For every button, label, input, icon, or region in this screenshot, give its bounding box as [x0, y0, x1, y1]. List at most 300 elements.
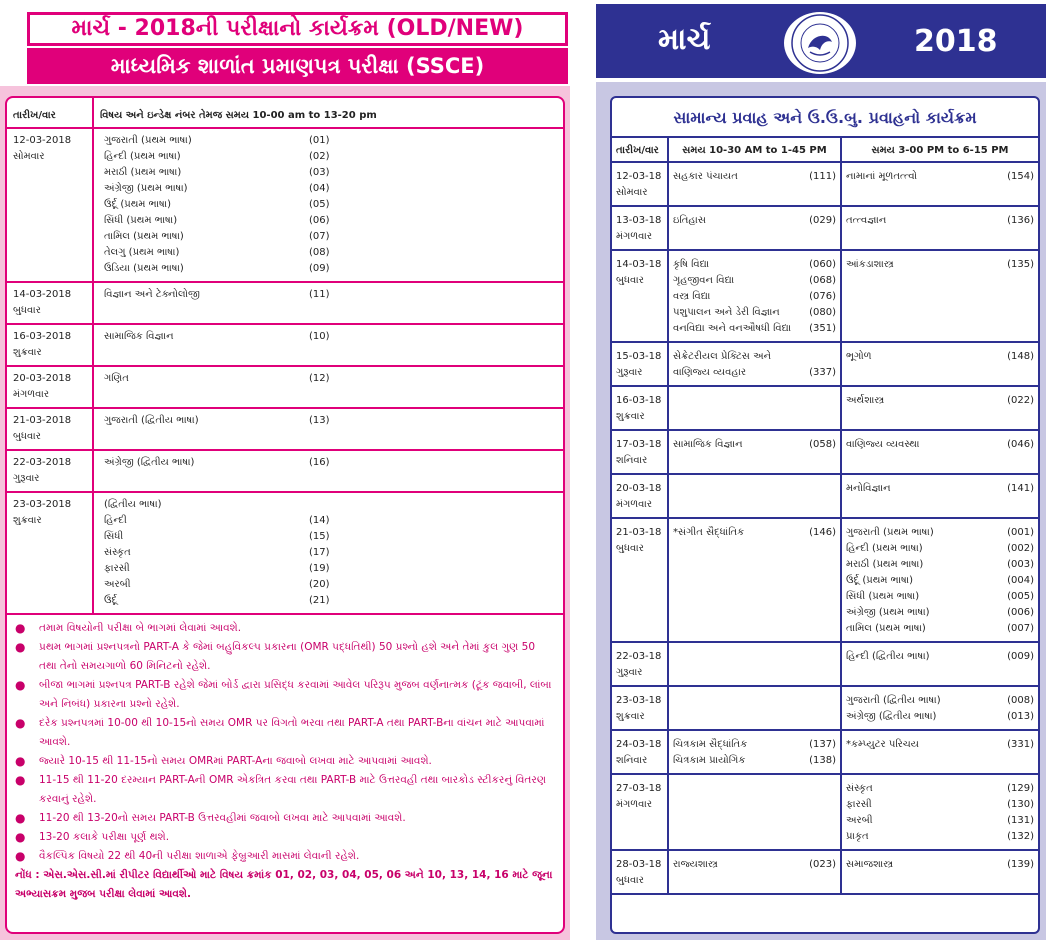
note-item	[15, 828, 555, 847]
subject-code: (13)	[309, 415, 330, 426]
subject-code: (19)	[309, 563, 330, 574]
exam-day: ગુરૂવાર	[616, 667, 643, 678]
exam-date: 21-03-18	[616, 527, 662, 538]
exam-date: 28-03-18	[616, 859, 662, 870]
date-cell	[7, 366, 93, 408]
subject-code: (022)	[1007, 395, 1034, 406]
exam-day: બુધવાર	[616, 543, 644, 554]
subject-line	[104, 593, 563, 609]
subject-name: અંગ્રેજી (પ્રથમ ભાષા)	[846, 607, 930, 618]
subject-line	[104, 545, 563, 561]
ssce-notes	[7, 615, 563, 904]
table-row	[612, 430, 1038, 474]
afternoon-cell	[841, 430, 1038, 474]
subject-code: (068)	[809, 275, 836, 286]
exam-date: 24-03-18	[616, 739, 662, 750]
subject-code: (04)	[309, 183, 330, 194]
board-logo	[782, 10, 858, 76]
ssce-header-subtitle: માધ્યમિક શાળાંત પ્રમાણપત્ર પરીક્ષા (SSCE)	[27, 48, 568, 84]
morning-cell	[668, 206, 841, 250]
col-afternoon-header: સમય 3-00 PM to 6-15 PM	[841, 138, 1038, 162]
afternoon-cell	[841, 686, 1038, 730]
subject-line	[846, 525, 1034, 541]
exam-date: 16-03-18	[616, 395, 662, 406]
subject-name: ઉર્દૂ	[104, 595, 118, 606]
subject-code: (013)	[1007, 711, 1034, 722]
table-row	[612, 474, 1038, 518]
exam-date: 27-03-18	[616, 783, 662, 794]
general-stream-header	[596, 4, 1046, 78]
subject-name: ચિત્રકામ પ્રાયોગિક	[673, 755, 746, 766]
subject-line	[104, 561, 563, 577]
subject-name: ભૂગોળ	[846, 351, 872, 362]
subject-name: તામિલ (પ્રથમ ભાષા)	[846, 623, 926, 634]
subject-name: વસ્ત્ર વિદ્યા	[673, 291, 711, 302]
subject-code: (111)	[809, 171, 836, 182]
subject-line	[104, 149, 563, 165]
exam-date: 12-03-2018	[13, 135, 72, 146]
morning-cell	[668, 850, 841, 894]
bullet-icon: ●	[15, 811, 26, 825]
subject-line	[846, 213, 1034, 229]
subject-code: (16)	[309, 457, 330, 468]
note-item	[15, 847, 555, 866]
subject-name: નામાનાં મૂળતત્ત્વો	[846, 171, 918, 182]
subject-name: અર્થશાસ્ત્ર	[846, 395, 885, 406]
table-row	[7, 366, 563, 408]
exam-date: 14-03-2018	[13, 289, 72, 300]
col-date-header: તારીખ/વાર	[612, 138, 668, 162]
morning-cell	[668, 686, 841, 730]
subject-line	[846, 257, 1034, 273]
subject-line	[846, 481, 1034, 497]
subject-code: (337)	[809, 367, 836, 378]
note-text: જ્યારે 10-15 થી 11-15નો સમય OMRમાં PART-Aના જવાબો લખવા માટે આપવામાં આવશે.	[39, 755, 432, 767]
subject-name: હિન્દી (દ્વિતીય ભાષા)	[846, 651, 930, 662]
date-cell	[7, 408, 93, 450]
subject-code: (129)	[1007, 783, 1034, 794]
subject-code: (008)	[1007, 695, 1034, 706]
subject-code: (002)	[1007, 543, 1034, 554]
bullet-icon: ●	[15, 621, 26, 635]
header-month: માર્ચ	[658, 22, 711, 57]
subject-code: (02)	[309, 151, 330, 162]
table-row	[612, 730, 1038, 774]
exam-date: 14-03-18	[616, 259, 662, 270]
table-row	[7, 324, 563, 366]
note-text: તમામ વિષયોની પરીક્ષા બે ભાગમાં લેવામાં આવશે.	[39, 622, 242, 634]
subject-line	[846, 829, 1034, 845]
date-cell	[612, 774, 668, 850]
subject-name: હિન્દી	[104, 515, 127, 526]
afternoon-cell	[841, 474, 1038, 518]
morning-cell	[668, 386, 841, 430]
subject-cell	[93, 450, 563, 492]
subject-name: વિજ્ઞાન અને ટેક્નોલોજી	[104, 289, 200, 300]
subject-name: હિન્દી (પ્રથમ ભાષા)	[846, 543, 923, 554]
subject-name: તામિલ (પ્રથમ ભાષા)	[104, 231, 184, 242]
afternoon-cell	[841, 250, 1038, 342]
exam-date: 21-03-2018	[13, 415, 72, 426]
exam-date: 12-03-18	[616, 171, 662, 182]
date-cell	[612, 686, 668, 730]
date-cell	[612, 642, 668, 686]
subject-line	[104, 413, 563, 429]
note-text: બીજા ભાગમાં પ્રશ્નપત્ર PART-B રહેશે જેમાં બોર્ડ દ્વારા પ્રસિદ્ધ કરવામાં આવેલ પરિરૂપ મુજબ વર્ણનાત્મક (ટૂંક જવાબી, લાંબા અને નિબંધ) પ્રકારના પ્રશ્નો રહેશે.	[39, 679, 552, 710]
subject-name: સહકાર પંચાયત	[673, 171, 738, 182]
col-subject-header: વિષય અને ઇન્ડેક્ષ નંબર તેમજ સમય 10-00 am to 13-20 pm	[93, 98, 563, 128]
subject-name: ફારસી	[104, 563, 130, 574]
subject-code: (060)	[809, 259, 836, 270]
subject-line	[104, 329, 563, 345]
subject-name: હિન્દી (પ્રથમ ભાષા)	[104, 151, 181, 162]
subject-line	[104, 513, 563, 529]
date-cell	[612, 206, 668, 250]
col-date-header: તારીખ/વાર	[7, 98, 93, 128]
subject-line	[673, 737, 836, 753]
subject-code: (148)	[1007, 351, 1034, 362]
subject-line	[104, 181, 563, 197]
subject-name: વાણિજ્ય વ્યવહાર	[673, 367, 747, 378]
subject-line	[673, 273, 836, 289]
subject-code: (023)	[809, 859, 836, 870]
subject-name: ઇતિહાસ	[673, 215, 706, 226]
subject-code: (20)	[309, 579, 330, 590]
subject-name: તત્ત્વજ્ઞાન	[846, 215, 887, 226]
subject-code: (154)	[1007, 171, 1034, 182]
subject-code: (135)	[1007, 259, 1034, 270]
date-cell	[612, 850, 668, 894]
morning-cell	[668, 162, 841, 206]
afternoon-cell	[841, 386, 1038, 430]
general-stream-table	[612, 138, 1038, 895]
subject-name: ચિત્રકામ સૈદ્ધાંતિક	[673, 739, 748, 750]
subject-line	[846, 573, 1034, 589]
ssce-schedule-box	[5, 96, 565, 934]
exam-day: સોમવાર	[13, 151, 45, 162]
table-row	[7, 128, 563, 282]
note-item	[15, 638, 555, 676]
subject-code: (15)	[309, 531, 330, 542]
subject-line	[104, 229, 563, 245]
subject-code: (137)	[809, 739, 836, 750]
table-row	[612, 850, 1038, 894]
subject-code: (046)	[1007, 439, 1034, 450]
note-item	[15, 619, 555, 638]
subject-line	[846, 621, 1034, 637]
bullet-icon: ●	[15, 849, 26, 863]
exam-day: બુધવાર	[616, 275, 644, 286]
subject-name: અંગ્રેજી (દ્વિતીય ભાષા)	[104, 457, 195, 468]
subject-code: (007)	[1007, 623, 1034, 634]
subject-code: (138)	[809, 755, 836, 766]
header-year: 2018	[914, 24, 998, 59]
subject-name: સામાજિક વિજ્ઞાન	[673, 439, 743, 450]
date-cell	[612, 518, 668, 642]
subject-line	[673, 753, 836, 769]
afternoon-cell	[841, 162, 1038, 206]
subject-name: સિંધી	[104, 531, 124, 542]
subject-line	[846, 693, 1034, 709]
exam-day: શુક્રવાર	[616, 711, 645, 722]
subject-name: *સંગીત સૈદ્ધાંતિક	[673, 527, 745, 538]
bullet-icon: ●	[15, 830, 26, 844]
subject-name: વનવિદ્યા અને વનઔષધી વિદ્યા	[673, 323, 792, 334]
subject-name: (દ્વિતીય ભાષા)	[104, 499, 162, 510]
subject-line	[846, 737, 1034, 753]
morning-cell	[668, 474, 841, 518]
subject-name: તેલગુ (પ્રથમ ભાષા)	[104, 247, 180, 258]
subject-line	[673, 169, 836, 185]
table-row	[7, 282, 563, 324]
exam-day: શનિવાર	[616, 455, 648, 466]
exam-date: 23-03-18	[616, 695, 662, 706]
subject-line	[104, 133, 563, 149]
note-text: દરેક પ્રશ્નપત્રમાં 10-00 થી 10-15નો સમય OMR પર વિગતો ભરવા તથા PART-A તથા PART-Bના વાંચન માટે આપવામાં આવશે.	[39, 717, 545, 748]
subject-code: (136)	[1007, 215, 1034, 226]
exam-day: બુધવાર	[13, 431, 41, 442]
subject-line	[673, 525, 836, 541]
subject-name: ઉડિયા (પ્રથમ ભાષા)	[104, 263, 184, 274]
exam-day: શનિવાર	[616, 755, 648, 766]
subject-code: (029)	[809, 215, 836, 226]
table-header-row	[7, 98, 563, 128]
note-item	[15, 676, 555, 714]
subject-code: (09)	[309, 263, 330, 274]
subject-code: (003)	[1007, 559, 1034, 570]
subject-line	[846, 813, 1034, 829]
table-row	[612, 518, 1038, 642]
date-cell	[612, 386, 668, 430]
subject-code: (11)	[309, 289, 330, 300]
table-row	[612, 162, 1038, 206]
subject-code: (076)	[809, 291, 836, 302]
subject-line	[104, 497, 563, 513]
date-cell	[612, 730, 668, 774]
exam-date: 23-03-2018	[13, 499, 72, 510]
subject-line	[846, 605, 1034, 621]
subject-name: ઉર્દૂ (પ્રથમ ભાષા)	[846, 575, 914, 586]
subject-cell	[93, 128, 563, 282]
table-row	[612, 774, 1038, 850]
exam-day: મંગળવાર	[616, 499, 653, 510]
table-row	[612, 250, 1038, 342]
subject-code: (139)	[1007, 859, 1034, 870]
subject-code: (05)	[309, 199, 330, 210]
subject-name: સામાજિક વિજ્ઞાન	[104, 331, 174, 342]
table-row	[7, 408, 563, 450]
subject-line	[846, 649, 1034, 665]
subject-code: (21)	[309, 595, 330, 606]
exam-date: 13-03-18	[616, 215, 662, 226]
subject-code	[309, 497, 359, 513]
subject-line	[673, 857, 836, 873]
subject-name: અરબી	[104, 579, 131, 590]
subject-line	[846, 857, 1034, 873]
subject-code: (08)	[309, 247, 330, 258]
subject-name: સંસ્કૃત	[846, 783, 873, 794]
exam-day: શુક્રવાર	[616, 411, 645, 422]
date-cell	[7, 324, 93, 366]
subject-code: (141)	[1007, 483, 1034, 494]
subject-line	[673, 437, 836, 453]
table-row	[7, 450, 563, 492]
morning-cell	[668, 642, 841, 686]
exam-day: મંગળવાર	[616, 799, 653, 810]
subject-cell	[93, 492, 563, 614]
col-morning-header: સમય 10-30 AM to 1-45 PM	[668, 138, 841, 162]
subject-code: (10)	[309, 331, 330, 342]
subject-name: રાજ્યશાસ્ત્ર	[673, 859, 718, 870]
exam-date: 20-03-2018	[13, 373, 72, 384]
table-row	[612, 386, 1038, 430]
date-cell	[612, 430, 668, 474]
bullet-icon: ●	[15, 773, 26, 787]
exam-day: બુધવાર	[616, 875, 644, 886]
subject-line	[673, 365, 836, 381]
morning-cell	[668, 518, 841, 642]
subject-name: ગુજરાતી (પ્રથમ ભાષા)	[846, 527, 934, 538]
table-row	[612, 206, 1038, 250]
note-item	[15, 752, 555, 771]
subject-line	[846, 589, 1034, 605]
note-text: 11-15 થી 11-20 દરમ્યાન PART-Aની OMR એકત્રિત કરવા તથા PART-B માટે ઉત્તરવહી તથા બારકોડ સ્ટીકરનું વિતરણ કરવાનું રહેશે.	[39, 774, 546, 805]
exam-day: શુક્રવાર	[13, 347, 42, 358]
subject-code: (004)	[1007, 575, 1034, 586]
exam-date: 15-03-18	[616, 351, 662, 362]
subject-name: મનોવિજ્ઞાન	[846, 483, 891, 494]
subject-line	[104, 165, 563, 181]
ssce-schedule-table	[7, 98, 563, 615]
subject-line	[104, 455, 563, 471]
subject-cell	[93, 282, 563, 324]
subject-name: પ્રાકૃત	[846, 831, 869, 842]
subject-line	[104, 245, 563, 261]
subject-name: અંગ્રેજી (દ્વિતીય ભાષા)	[846, 711, 937, 722]
subject-name: સમાજશાસ્ત્ર	[846, 859, 894, 870]
subject-line	[104, 213, 563, 229]
date-cell	[612, 250, 668, 342]
exam-date: 17-03-18	[616, 439, 662, 450]
subject-cell	[93, 324, 563, 366]
date-cell	[612, 474, 668, 518]
bullet-icon: ●	[15, 754, 26, 768]
exam-day: મંગળવાર	[616, 231, 653, 242]
table-row	[612, 686, 1038, 730]
note-text: વૈકલ્પિક વિષયો 22 થી 40ની પરીક્ષા શાળાએ ફેબ્રુઆરી માસમાં લેવાની રહેશે.	[39, 850, 360, 862]
subject-name: ઉર્દૂ (પ્રથમ ભાષા)	[104, 199, 172, 210]
subject-name: આંકડાશાસ્ત્ર	[846, 259, 894, 270]
ssce-header-title: માર્ચ - 2018ની પરીક્ષાનો કાર્યક્રમ (OLD/NEW)	[27, 12, 568, 46]
subject-line	[104, 287, 563, 303]
subject-name: પશુપાલન અને ડેરી વિજ્ઞાન	[673, 307, 780, 318]
subject-name: સંસ્કૃત	[104, 547, 131, 558]
morning-cell	[668, 774, 841, 850]
subject-line	[846, 437, 1034, 453]
subject-code: (331)	[1007, 739, 1034, 750]
subject-line	[846, 169, 1034, 185]
subject-line	[846, 797, 1034, 813]
subject-line	[104, 529, 563, 545]
note-text: પ્રથમ ભાગમાં પ્રશ્નપત્રનો PART-A કે જેમાં બહુવિકલ્પ પ્રકારના (OMR પદ્ધતિથી) 50 પ્રશ્નો હશે અને તેમાં કુલ ગુણ 50 તથા તેનો સમયગાળો 60 મિનિટનો રહેશે.	[39, 641, 535, 672]
exam-day: શુક્રવાર	[13, 515, 42, 526]
subject-code: (17)	[309, 547, 330, 558]
subject-code: (01)	[309, 135, 330, 146]
exam-day: ગુરૂવાર	[13, 473, 40, 484]
afternoon-cell	[841, 774, 1038, 850]
subject-name: ગુજરાતી (પ્રથમ ભાષા)	[104, 135, 192, 146]
subject-cell	[93, 366, 563, 408]
subject-line	[673, 321, 836, 337]
bullet-icon: ●	[15, 640, 26, 654]
subject-line	[673, 213, 836, 229]
date-cell	[612, 162, 668, 206]
afternoon-cell	[841, 850, 1038, 894]
subject-name: ફારસી	[846, 799, 872, 810]
afternoon-cell	[841, 518, 1038, 642]
subject-code: (146)	[809, 527, 836, 538]
subject-code: (351)	[809, 323, 836, 334]
note-item	[15, 771, 555, 809]
subject-name: સિંધી (પ્રથમ ભાષા)	[846, 591, 920, 602]
morning-cell	[668, 430, 841, 474]
afternoon-cell	[841, 730, 1038, 774]
subject-name: મરાઠી (પ્રથમ ભાષા)	[846, 559, 924, 570]
morning-cell	[668, 250, 841, 342]
subject-name: મરાઠી (પ્રથમ ભાષા)	[104, 167, 182, 178]
date-cell	[612, 342, 668, 386]
date-cell	[7, 282, 93, 324]
subject-name: ગુજરાતી (દ્વિતીય ભાષા)	[846, 695, 941, 706]
exam-date: 16-03-2018	[13, 331, 72, 342]
afternoon-cell	[841, 342, 1038, 386]
subject-name: સેક્રેટરીયલ પ્રેક્ટિસ અને	[673, 351, 772, 362]
date-cell	[7, 450, 93, 492]
subject-line	[104, 261, 563, 277]
morning-cell	[668, 342, 841, 386]
subject-line	[673, 305, 836, 321]
general-stream-panel	[596, 0, 1046, 940]
afternoon-cell	[841, 642, 1038, 686]
subject-code: (07)	[309, 231, 330, 242]
date-cell	[7, 128, 93, 282]
subject-code: (12)	[309, 373, 330, 384]
exam-date: 20-03-18	[616, 483, 662, 494]
subject-code: (058)	[809, 439, 836, 450]
exam-date: 22-03-2018	[13, 457, 72, 468]
subject-code: (005)	[1007, 591, 1034, 602]
subject-name: સિંધી (પ્રથમ ભાષા)	[104, 215, 178, 226]
subject-name: અરબી	[846, 815, 873, 826]
subject-line	[846, 709, 1034, 725]
subject-line	[846, 393, 1034, 409]
bullet-icon: ●	[15, 678, 26, 692]
subject-cell	[93, 408, 563, 450]
subject-line	[104, 577, 563, 593]
exam-day: સોમવાર	[616, 187, 648, 198]
note-item	[15, 714, 555, 752]
subject-name: વાણિજ્ય વ્યવસ્થા	[846, 439, 920, 450]
table-row	[612, 642, 1038, 686]
subject-line	[673, 289, 836, 305]
subject-code: (130)	[1007, 799, 1034, 810]
afternoon-cell	[841, 206, 1038, 250]
bullet-icon: ●	[15, 716, 26, 730]
subject-code: (001)	[1007, 527, 1034, 538]
subject-line	[104, 371, 563, 387]
note-text: 11-20 થી 13-20નો સમય PART-B ઉત્તરવહીમાં જવાબો લખવા માટે આપવામાં આવશે.	[39, 812, 406, 824]
subject-name: ગણિત	[104, 373, 129, 384]
